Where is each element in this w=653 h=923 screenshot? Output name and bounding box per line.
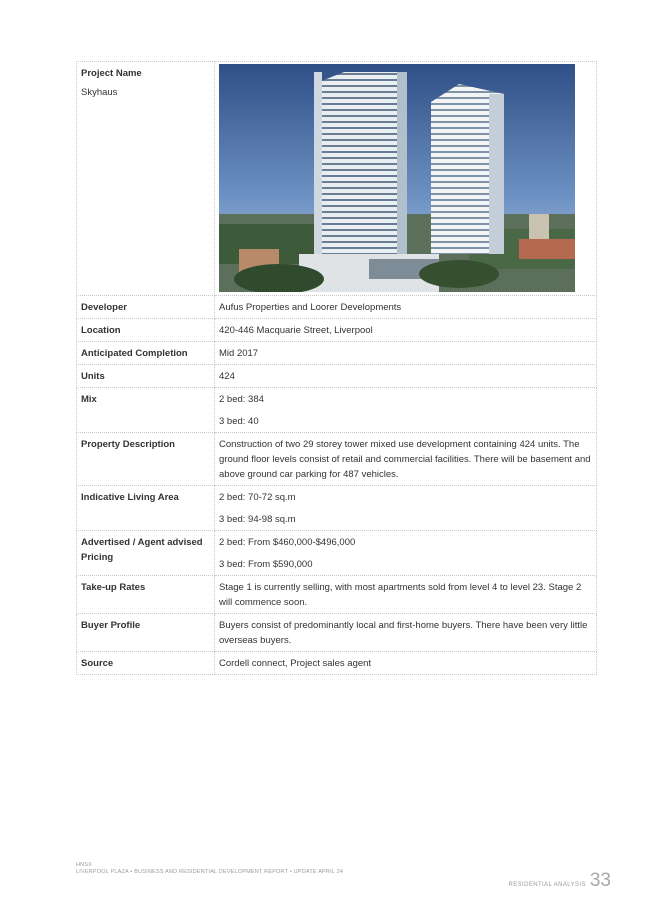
- row-label: Advertised / Agent advised Pricing: [77, 531, 215, 576]
- row-value-line: Aufus Properties and Loorer Developments: [219, 302, 402, 313]
- project-photo: [219, 64, 575, 292]
- table-row: [77, 365, 597, 388]
- row-label: Source: [77, 652, 215, 675]
- row-value-line: 3 bed: 94-98 sq.m: [219, 514, 296, 525]
- footer-line-2: LIVERPOOL PLAZA • BUSINESS AND RESIDENTIAL DEVELOPMENT REPORT • UPDATE APRIL 24: [76, 869, 344, 875]
- project-name-label: Project Name: [81, 68, 142, 79]
- footer-right: [509, 870, 612, 892]
- row-label: Take-up Rates: [77, 576, 215, 614]
- row-value: [215, 614, 597, 652]
- row-label: Mix: [77, 388, 215, 433]
- row-value-line: Stage 1 is currently selling, with most apartments sold from level 4 to level 23. Stage 2 will commence soon.: [219, 582, 582, 608]
- project-name-value: Skyhaus: [81, 87, 118, 98]
- table-row: [77, 342, 597, 365]
- row-value-line: 2 bed: 384: [219, 394, 264, 405]
- table-row: [77, 576, 597, 614]
- footer-section-label: RESIDENTIAL ANALYSIS: [508, 882, 586, 888]
- row-label: Anticipated Completion: [77, 342, 215, 365]
- row-value: [215, 388, 597, 433]
- row-label: Developer: [77, 296, 215, 319]
- row-label: Indicative Living Area: [77, 486, 215, 531]
- row-label: Buyer Profile: [77, 614, 215, 652]
- table-row: [77, 433, 597, 486]
- table-row: [77, 614, 597, 652]
- row-value-line: 424: [219, 371, 235, 382]
- row-value: [215, 576, 597, 614]
- row-value: [215, 365, 597, 388]
- row-value-line: 3 bed: 40: [219, 416, 259, 427]
- table-row: [77, 531, 597, 576]
- row-value: [215, 296, 597, 319]
- table-row: [77, 486, 597, 531]
- footer-line-1: HNSX: [76, 862, 93, 868]
- row-value: [215, 433, 597, 486]
- row-value: [215, 486, 597, 531]
- footer-left: [76, 862, 343, 876]
- row-label: Units: [77, 365, 215, 388]
- row-value-line: 2 bed: From $460,000-$496,000: [219, 537, 356, 548]
- project-name-row: [77, 62, 597, 296]
- row-value-line: Construction of two 29 storey tower mixed use development containing 424 units. The ground floor levels consist of retail and commercial facilities. There will be basement and above ground car parking for 487 vehicles.: [219, 439, 591, 480]
- table-row: [77, 319, 597, 342]
- row-value-line: Cordell connect, Project sales agent: [219, 658, 372, 669]
- row-label: Location: [77, 319, 215, 342]
- table-row: [77, 388, 597, 433]
- row-value: [215, 531, 597, 576]
- table-row: [77, 652, 597, 675]
- row-value: [215, 342, 597, 365]
- project-name-cell: [77, 62, 215, 296]
- row-value-line: 420-446 Macquarie Street, Liverpool: [219, 325, 373, 336]
- row-value-line: Buyers consist of predominantly local and first-home buyers. There have been very little overseas buyers.: [219, 620, 588, 646]
- row-value: [215, 319, 597, 342]
- row-value: [215, 652, 597, 675]
- row-value-line: 2 bed: 70-72 sq.m: [219, 492, 296, 503]
- row-label: Property Description: [77, 433, 215, 486]
- page-number: 33: [589, 870, 611, 891]
- row-value-line: Mid 2017: [219, 348, 259, 359]
- project-table: [76, 61, 597, 675]
- project-photo-cell: [215, 62, 597, 296]
- row-value-line: 3 bed: From $590,000: [219, 559, 313, 570]
- table-row: [77, 296, 597, 319]
